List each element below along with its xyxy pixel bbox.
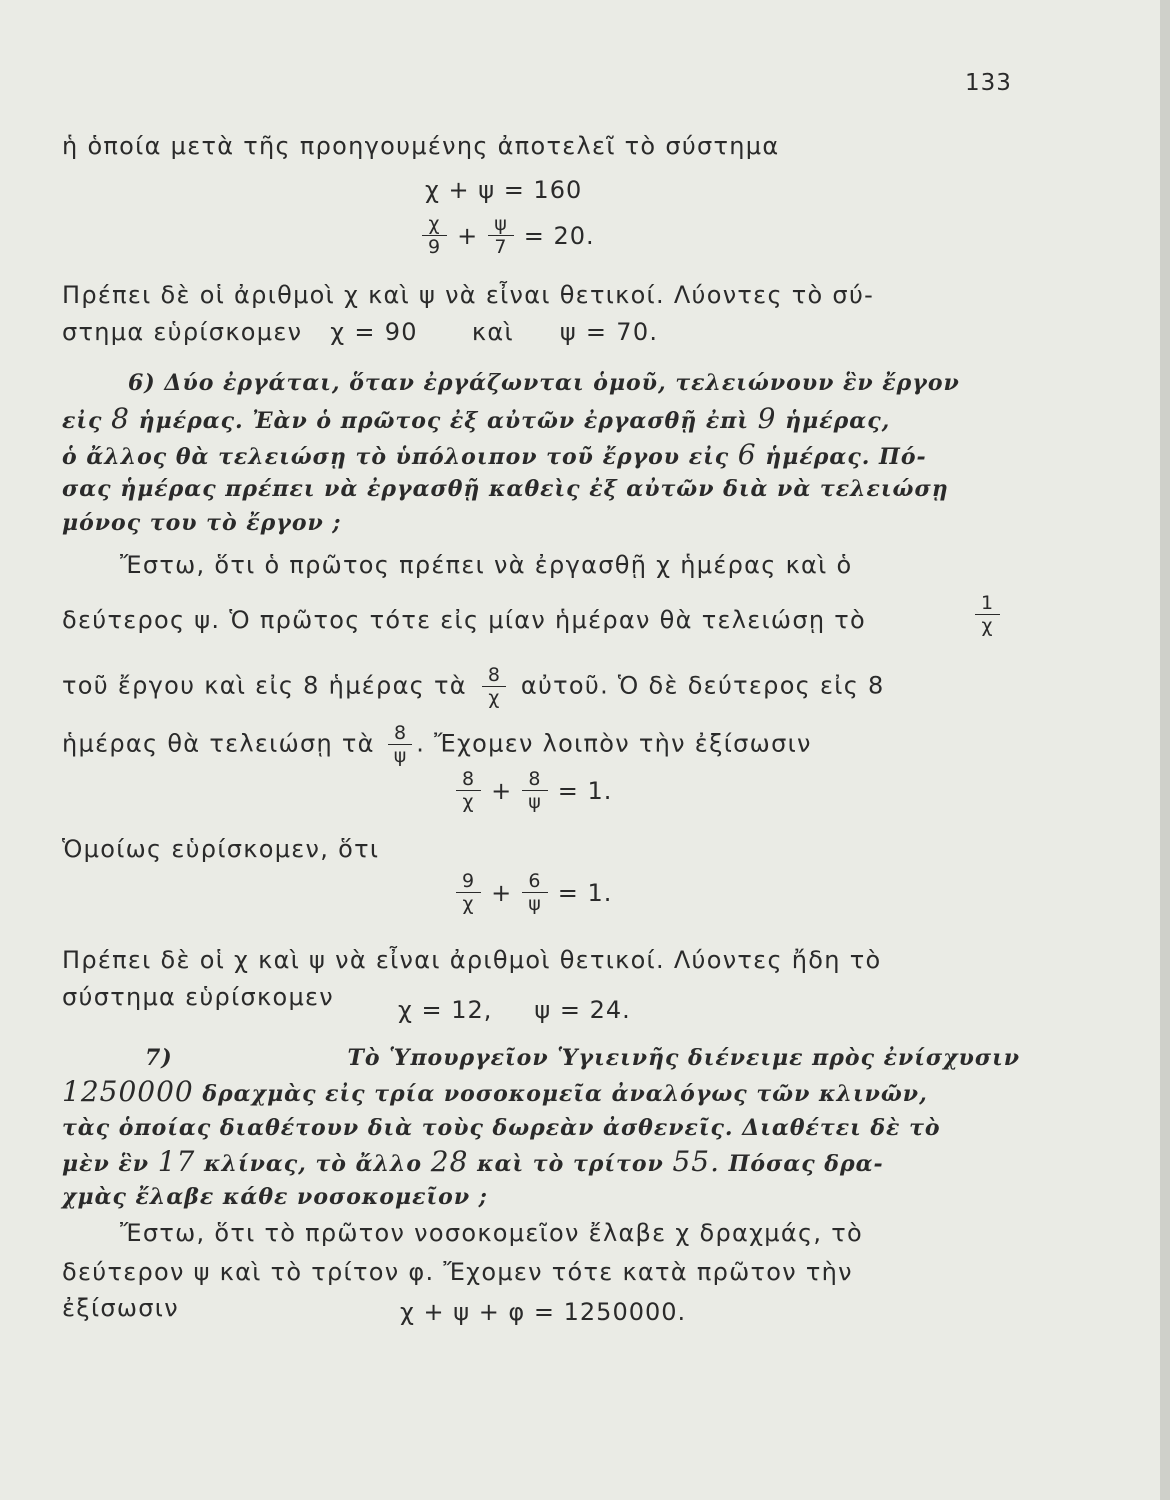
problem-7-line: χμὰς ἔλαβε κάθε νοσοκομεῖον ; [62, 1184, 488, 1210]
problem-7-line: 7) Τὸ Ὑπουργεῖον Ὑγιεινῆς διένειμε πρὸς ἐνίσχυσιν [145, 1045, 1020, 1071]
text-line: δεύτερον ψ καὶ τὸ τρίτον φ. Ἔχομεν τότε κατὰ πρῶτον τὴν [62, 1258, 853, 1286]
problem-6-line: ὁ ἄλλος θὰ τελειώσῃ τὸ ὑπόλοιπον τοῦ ἔργου εἰς 6 ἡμέρας. Πό- [62, 438, 927, 471]
problem-6-line: εἰς 8 ἡμέρας. Ἐὰν ὁ πρῶτος ἐξ αὐτῶν ἐργασθῇ ἐπὶ 9 ἡμέρας, [62, 402, 891, 435]
equation-6b: $\frac{9}{\chi}$ + $\frac{6}{\psi}$ = 1. [452, 870, 618, 915]
problem-7-line: μὲν ἓν 17 κλίνας, τὸ ἄλλο 28 καὶ τὸ τρίτον 55. Πόσας δρα- [62, 1145, 884, 1178]
problem-6-line: μόνος του τὸ ἔργον ; [62, 510, 342, 536]
equation-7: χ + ψ + φ = 1250000. [400, 1298, 687, 1326]
text-line: ἐξίσωσιν [62, 1294, 179, 1322]
problem-7-line: 1250000 δραχμὰς εἰς τρία νοσοκομεῖα ἀναλόγως τῶν κλινῶν, [62, 1075, 928, 1108]
text-line: Ἔστω, ὅτι τὸ πρῶτον νοσοκομεῖον ἔλαβε χ δραχμάς, τὸ [120, 1219, 863, 1247]
solution-values: χ = 12, ψ = 24. [398, 996, 631, 1024]
fraction: $\frac{\psi}{7}$ [488, 213, 514, 258]
text-line: σύστημα εὑρίσκομεν [62, 983, 334, 1011]
page-number: 133 [965, 70, 1012, 96]
text-line: Πρέπει δὲ οἱ χ καὶ ψ νὰ εἶναι ἀριθμοὶ θετικοί. Λύοντες ἤδη τὸ [62, 946, 882, 974]
fraction: $\frac{\chi}{9}$ [422, 213, 447, 258]
text-line: δεύτερος ψ. Ὁ πρῶτος τότε εἰς μίαν ἡμέραν θὰ τελειώσῃ τὸ [62, 606, 867, 634]
equation-fraction: $\frac{\chi}{9}$ + $\frac{\psi}{7}$ = 20. [418, 213, 601, 258]
problem-7-line: τὰς ὁποίας διαθέτουν διὰ τοὺς δωρεὰν ἀσθενεῖς. Διαθέτει δὲ τὸ [62, 1115, 941, 1141]
fraction-1-over-x: $\frac{1}{\chi}$ [975, 592, 1000, 637]
equation-6a: $\frac{8}{\chi}$ + $\frac{8}{\psi}$ = 1. [452, 768, 618, 813]
problem-6-line: σας ἡμέρας πρέπει νὰ ἐργασθῇ καθεὶς ἐξ αὐτῶν διὰ νὰ τελειώσῃ [62, 476, 949, 502]
text-line: Ἔστω, ὅτι ὁ πρῶτος πρέπει νὰ ἐργασθῇ χ ἡμέρας καὶ ὁ [120, 551, 853, 579]
problem-6-line: 6) Δύο ἐργάται, ὅταν ἐργάζωνται ὁμοῦ, τελειώνουν ἓν ἔργον [128, 370, 960, 396]
text-line: τοῦ ἔργου καὶ εἰς 8 ἡμέρας τὰ $\frac{8}{\chi}$ αὐτοῦ. Ὁ δὲ δεύτερος εἰς 8 [62, 664, 885, 709]
text-line: ἡ ὁποία μετὰ τῆς προηγουμένης ἀποτελεῖ τὸ σύστημα [62, 132, 780, 160]
page-edge [1160, 0, 1170, 1500]
text-line: Ὁμοίως εὑρίσκομεν, ὅτι [62, 835, 380, 863]
text-line: ἡμέρας θὰ τελειώσῃ τὰ $\frac{8}{\psi}$ . Ἔχομεν λοιπὸν τὴν ἐξίσωσιν [62, 722, 812, 767]
text-line: στημα εὑρίσκομεν χ = 90 καὶ ψ = 70. [62, 318, 659, 346]
equation: χ + ψ = 160 [425, 176, 583, 204]
text-line: Πρέπει δὲ οἱ ἀριθμοὶ χ καὶ ψ νὰ εἶναι θετικοί. Λύοντες τὸ σύ- [62, 281, 875, 309]
